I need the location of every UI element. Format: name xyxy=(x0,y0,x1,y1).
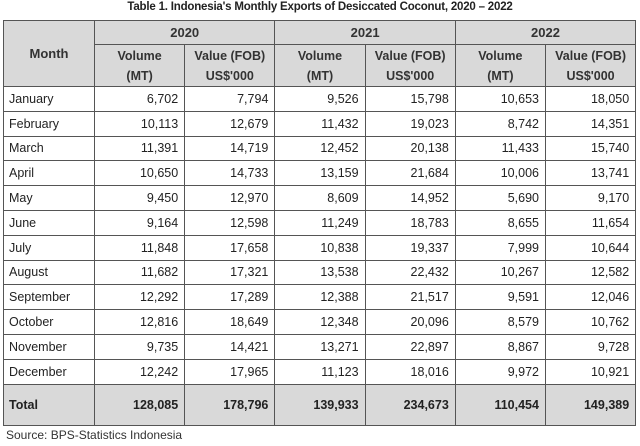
value-cell: 22,897 xyxy=(365,334,455,359)
month-column-header: Month xyxy=(4,21,95,87)
value-cell: 12,970 xyxy=(185,186,275,211)
volume-cell: 5,690 xyxy=(455,186,545,211)
volume-cell: 11,391 xyxy=(95,136,185,161)
value-cell: 21,684 xyxy=(365,161,455,186)
volume-cell: 8,609 xyxy=(275,186,365,211)
value-cell: 12,679 xyxy=(185,111,275,136)
volume-cell: 10,653 xyxy=(455,87,545,112)
value-cell: 12,046 xyxy=(545,285,635,310)
value-cell: 7,794 xyxy=(185,87,275,112)
value-cell: 14,952 xyxy=(365,186,455,211)
volume-cell: 10,267 xyxy=(455,260,545,285)
value-cell: 12,582 xyxy=(545,260,635,285)
value-header: Value (FOB) US$'000 xyxy=(545,45,635,87)
month-cell: March xyxy=(4,136,95,161)
table-row xyxy=(4,285,636,310)
volume-cell: 10,838 xyxy=(275,235,365,260)
volume-cell: 12,348 xyxy=(275,310,365,335)
total-volume-cell: 139,933 xyxy=(275,384,365,425)
volume-cell: 9,591 xyxy=(455,285,545,310)
volume-cell: 8,742 xyxy=(455,111,545,136)
value-cell: 21,517 xyxy=(365,285,455,310)
volume-cell: 12,292 xyxy=(95,285,185,310)
value-cell: 11,654 xyxy=(545,210,635,235)
value-cell: 9,728 xyxy=(545,334,635,359)
year-header-2021: 2021 xyxy=(275,21,455,45)
volume-cell: 8,655 xyxy=(455,210,545,235)
value-cell: 9,170 xyxy=(545,186,635,211)
value-cell: 15,798 xyxy=(365,87,455,112)
value-cell: 18,050 xyxy=(545,87,635,112)
volume-cell: 11,682 xyxy=(95,260,185,285)
total-value-cell: 178,796 xyxy=(185,384,275,425)
volume-cell: 9,972 xyxy=(455,359,545,384)
value-cell: 17,658 xyxy=(185,235,275,260)
value-cell: 15,740 xyxy=(545,136,635,161)
volume-cell: 9,526 xyxy=(275,87,365,112)
total-row xyxy=(4,384,636,425)
volume-header: Volume (MT) xyxy=(95,45,185,87)
table-row xyxy=(4,87,636,112)
volume-cell: 7,999 xyxy=(455,235,545,260)
table-row xyxy=(4,111,636,136)
table-row xyxy=(4,310,636,335)
total-volume-cell: 128,085 xyxy=(95,384,185,425)
volume-cell: 8,579 xyxy=(455,310,545,335)
volume-cell: 9,450 xyxy=(95,186,185,211)
month-cell: November xyxy=(4,334,95,359)
volume-cell: 13,271 xyxy=(275,334,365,359)
month-cell: December xyxy=(4,359,95,384)
volume-cell: 11,433 xyxy=(455,136,545,161)
value-cell: 14,421 xyxy=(185,334,275,359)
month-cell: February xyxy=(4,111,95,136)
volume-cell: 11,249 xyxy=(275,210,365,235)
volume-cell: 10,113 xyxy=(95,111,185,136)
value-cell: 10,644 xyxy=(545,235,635,260)
value-cell: 19,337 xyxy=(365,235,455,260)
volume-header: Volume (MT) xyxy=(275,45,365,87)
value-cell: 17,289 xyxy=(185,285,275,310)
table-row xyxy=(4,359,636,384)
value-cell: 20,096 xyxy=(365,310,455,335)
volume-cell: 12,388 xyxy=(275,285,365,310)
volume-cell: 9,164 xyxy=(95,210,185,235)
table-row xyxy=(4,334,636,359)
table-row xyxy=(4,161,636,186)
value-header: Value (FOB) US$'000 xyxy=(365,45,455,87)
value-cell: 18,649 xyxy=(185,310,275,335)
source-note: Source: BPS-Statistics Indonesia xyxy=(6,428,183,442)
volume-cell: 10,650 xyxy=(95,161,185,186)
month-cell: June xyxy=(4,210,95,235)
month-cell: January xyxy=(4,87,95,112)
exports-table xyxy=(3,20,636,426)
value-cell: 20,138 xyxy=(365,136,455,161)
table-row xyxy=(4,235,636,260)
volume-cell: 13,159 xyxy=(275,161,365,186)
total-value-cell: 149,389 xyxy=(545,384,635,425)
volume-cell: 11,848 xyxy=(95,235,185,260)
month-cell: May xyxy=(4,186,95,211)
value-header: Value (FOB) US$'000 xyxy=(185,45,275,87)
value-cell: 18,783 xyxy=(365,210,455,235)
value-cell: 10,762 xyxy=(545,310,635,335)
volume-cell: 12,242 xyxy=(95,359,185,384)
month-cell: April xyxy=(4,161,95,186)
value-cell: 22,432 xyxy=(365,260,455,285)
volume-header: Volume (MT) xyxy=(455,45,545,87)
table-row xyxy=(4,260,636,285)
value-cell: 18,016 xyxy=(365,359,455,384)
value-cell: 14,351 xyxy=(545,111,635,136)
volume-cell: 12,816 xyxy=(95,310,185,335)
month-cell: October xyxy=(4,310,95,335)
table-row xyxy=(4,186,636,211)
value-cell: 19,023 xyxy=(365,111,455,136)
value-cell: 17,965 xyxy=(185,359,275,384)
volume-cell: 12,452 xyxy=(275,136,365,161)
volume-cell: 9,735 xyxy=(95,334,185,359)
month-cell: September xyxy=(4,285,95,310)
year-header-2022: 2022 xyxy=(455,21,635,45)
volume-cell: 10,006 xyxy=(455,161,545,186)
value-cell: 14,733 xyxy=(185,161,275,186)
value-cell: 14,719 xyxy=(185,136,275,161)
year-header-2020: 2020 xyxy=(95,21,275,45)
total-label: Total xyxy=(4,384,95,425)
volume-cell: 11,432 xyxy=(275,111,365,136)
value-cell: 17,321 xyxy=(185,260,275,285)
month-cell: August xyxy=(4,260,95,285)
volume-cell: 13,538 xyxy=(275,260,365,285)
volume-cell: 11,123 xyxy=(275,359,365,384)
total-volume-cell: 110,454 xyxy=(455,384,545,425)
table-title: Table 1. Indonesia's Monthly Exports of Desiccated Coconut, 2020 – 2022 xyxy=(127,1,513,13)
volume-cell: 6,702 xyxy=(95,87,185,112)
value-cell: 12,598 xyxy=(185,210,275,235)
value-cell: 10,921 xyxy=(545,359,635,384)
table-row xyxy=(4,136,636,161)
volume-cell: 8,867 xyxy=(455,334,545,359)
table-row xyxy=(4,210,636,235)
value-cell: 13,741 xyxy=(545,161,635,186)
total-value-cell: 234,673 xyxy=(365,384,455,425)
month-cell: July xyxy=(4,235,95,260)
